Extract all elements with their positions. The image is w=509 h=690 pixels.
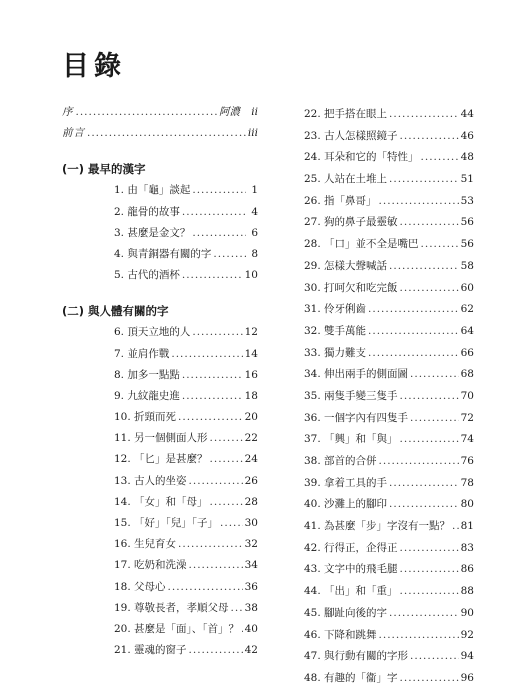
toc-entry-page: 34 bbox=[244, 559, 258, 572]
toc-entry-page: 6 bbox=[251, 226, 258, 239]
toc-entry-label: 37. 「興」和「與」 bbox=[304, 433, 398, 446]
toc-entry-label: 23. 古人怎樣照鏡子 bbox=[304, 129, 398, 142]
toc-entry[interactable] bbox=[62, 365, 258, 386]
toc-entry-label: 16. 生兒育女 bbox=[114, 538, 177, 551]
toc-entry[interactable] bbox=[304, 191, 474, 213]
toc-entry-page: 30 bbox=[244, 517, 258, 529]
toc-entry-page: 68 bbox=[460, 368, 474, 381]
toc-entry[interactable] bbox=[62, 598, 258, 619]
toc-entry-label: 45. 腳趾向後的字 bbox=[304, 606, 388, 619]
toc-entry-page: 88 bbox=[460, 585, 474, 598]
toc-entry-label: 5. 古代的酒杯 bbox=[114, 269, 180, 282]
leader-dots bbox=[210, 449, 243, 470]
toc-entry[interactable] bbox=[62, 534, 258, 555]
toc-entry-label: 48. 有趣的「衞」字 bbox=[304, 671, 398, 684]
toc-entry[interactable] bbox=[62, 449, 258, 470]
toc-entry-page: 44 bbox=[460, 108, 474, 120]
leader-dots bbox=[220, 513, 243, 534]
leader-dots bbox=[182, 365, 243, 386]
toc-entry[interactable] bbox=[62, 344, 258, 365]
leader-dots bbox=[410, 364, 459, 386]
leader-dots bbox=[171, 344, 242, 365]
toc-entry-page: 18 bbox=[244, 389, 258, 402]
section-heading-2 bbox=[62, 300, 258, 322]
toc-entry-page: 66 bbox=[460, 346, 474, 359]
toc-entry-label: 21. 靈魂的窗子 bbox=[114, 644, 187, 657]
leader-dots bbox=[192, 223, 246, 244]
toc-entry-label: 18. 父母心 bbox=[114, 580, 166, 593]
toc-entry[interactable] bbox=[304, 581, 474, 603]
toc-entry-page: 22 bbox=[244, 432, 258, 445]
toc-entry-label: 47. 與行動有關的字形 bbox=[304, 650, 409, 663]
toc-entry-page: 92 bbox=[460, 628, 474, 641]
toc-entry[interactable] bbox=[62, 577, 258, 598]
toc-entry-page: 32 bbox=[244, 538, 258, 551]
leader-dots bbox=[421, 147, 459, 169]
page-title: 目錄 bbox=[62, 51, 126, 82]
toc-entry[interactable] bbox=[62, 619, 258, 640]
toc-entry[interactable] bbox=[304, 343, 474, 365]
toc-entry-page: 90 bbox=[460, 606, 474, 619]
toc-entry[interactable] bbox=[62, 640, 258, 661]
section-2-entries bbox=[62, 322, 258, 661]
toc-entry-page: 42 bbox=[244, 644, 258, 657]
leader-dots bbox=[389, 603, 459, 625]
leader-dots bbox=[182, 386, 243, 407]
toc-entry-label: 17. 吃奶和洗澡 bbox=[114, 559, 187, 572]
toc-entry-page: 74 bbox=[460, 433, 474, 446]
leader-dots bbox=[182, 202, 246, 223]
toc-entry-label: 2. 龍骨的故事 bbox=[114, 205, 180, 218]
toc-entry-page: 81 bbox=[460, 520, 474, 533]
toc-entry[interactable] bbox=[62, 471, 258, 492]
toc-entry[interactable] bbox=[304, 516, 474, 538]
leader-dots bbox=[182, 265, 243, 286]
leader-dots bbox=[389, 256, 459, 278]
leader-dots bbox=[210, 428, 243, 449]
toc-entry-label: 46. 下降和跳舞 bbox=[304, 628, 377, 641]
toc-entry[interactable] bbox=[62, 322, 258, 343]
toc-entry-page: 1 bbox=[251, 184, 258, 197]
toc-entry-page: 28 bbox=[244, 495, 258, 508]
toc-entry-page: 26 bbox=[244, 474, 258, 487]
leader-dots bbox=[400, 212, 459, 234]
leader-dots bbox=[410, 408, 459, 430]
toc-entry-label: 26. 指「鼻哥」 bbox=[304, 194, 377, 207]
toc-entry-label: 3. 甚麼是金文？ bbox=[114, 226, 191, 239]
toc-entry[interactable] bbox=[304, 668, 474, 690]
toc-entry[interactable] bbox=[62, 428, 258, 449]
toc-entry-label: 43. 文字中的飛毛腿 bbox=[304, 563, 398, 576]
toc-entry[interactable] bbox=[304, 321, 474, 343]
leader-dots bbox=[389, 169, 459, 191]
toc-entry[interactable] bbox=[62, 407, 258, 428]
toc-entry-page: 20 bbox=[244, 411, 258, 424]
leader-dots bbox=[400, 126, 459, 148]
toc-entry-page: 10 bbox=[244, 269, 258, 282]
toc-entry[interactable] bbox=[304, 234, 474, 256]
toc-entry[interactable] bbox=[304, 104, 474, 126]
leader-dots bbox=[452, 516, 459, 538]
toc-entry-label: 30. 打呵欠和吃完飯 bbox=[304, 281, 398, 294]
toc-entry[interactable] bbox=[62, 513, 258, 534]
leader-dots bbox=[368, 299, 459, 321]
toc-entry-label: 14. 「女」和「母」 bbox=[114, 495, 208, 508]
toc-entry-page: 76 bbox=[460, 455, 474, 467]
toc-entry-page: iii bbox=[247, 127, 258, 140]
leader-dots bbox=[400, 538, 459, 560]
toc-entry-page: 60 bbox=[460, 281, 474, 294]
leader-dots bbox=[189, 471, 243, 492]
toc-entry-label: 22. 把手搭在眼上 bbox=[304, 108, 388, 120]
leader-dots bbox=[410, 646, 459, 668]
toc-entry-label: 28. 「口」並不全是嘴巴 bbox=[304, 238, 419, 251]
leader-dots bbox=[210, 492, 243, 513]
leader-dots bbox=[389, 494, 459, 516]
toc-entry-page: 14 bbox=[244, 347, 258, 360]
toc-entry-page: 58 bbox=[460, 259, 474, 272]
section-heading-1 bbox=[62, 158, 258, 180]
toc-entry-label: 35. 兩隻手變三隻手 bbox=[304, 389, 398, 402]
toc-entry-page: 8 bbox=[251, 247, 258, 260]
toc-entry-page: 96 bbox=[460, 671, 474, 684]
toc-entry-label: 6. 頂天立地的人 bbox=[114, 326, 191, 339]
toc-entry[interactable] bbox=[304, 408, 474, 430]
toc-entry-page: 40 bbox=[244, 622, 258, 635]
toc-entry-label: 42. 行得正，企得正 bbox=[304, 541, 398, 554]
toc-entry-page: 24 bbox=[244, 453, 258, 466]
toc-entry[interactable] bbox=[304, 538, 474, 560]
toc-entry-label: 8. 加多一點點 bbox=[114, 368, 180, 381]
toc-entry-label: 10. 折頸而死 bbox=[114, 411, 177, 424]
toc-entry-label: 15. 「好」「兒」「子」 bbox=[114, 517, 219, 529]
toc-entry[interactable] bbox=[62, 386, 258, 407]
toc-entry[interactable] bbox=[62, 244, 258, 265]
toc-entry-label: 36. 一個字內有四隻手 bbox=[304, 411, 409, 424]
toc-entry-label: 31. 伶牙俐齒 bbox=[304, 303, 367, 316]
toc-entry[interactable] bbox=[304, 646, 474, 668]
toc-entry[interactable] bbox=[62, 492, 258, 513]
toc-entry[interactable] bbox=[304, 299, 474, 321]
leader-dots bbox=[231, 598, 243, 619]
toc-entry-label: 25. 人站在土堆上 bbox=[304, 173, 388, 186]
leader-dots bbox=[400, 386, 459, 408]
leader-dots bbox=[213, 244, 246, 265]
toc-entry-page: 94 bbox=[460, 650, 474, 663]
toc-entry-label: 9. 九紋龍史進 bbox=[114, 389, 180, 402]
toc-entry[interactable] bbox=[304, 126, 474, 148]
toc-entry-page: 51 bbox=[460, 173, 474, 186]
toc-entry-page: 70 bbox=[460, 389, 474, 402]
toc-right-column bbox=[304, 104, 474, 690]
toc-entry[interactable] bbox=[62, 202, 258, 223]
toc-entry-page: 38 bbox=[244, 601, 258, 614]
toc-entry[interactable] bbox=[304, 386, 474, 408]
toc-entry[interactable] bbox=[62, 223, 258, 244]
leader-dots bbox=[189, 555, 243, 576]
toc-entry-page: 46 bbox=[460, 129, 474, 142]
toc-entry-label: 19. 尊敬長者，孝順父母 bbox=[114, 601, 229, 614]
toc-entry[interactable] bbox=[304, 429, 474, 451]
toc-entry-page: 78 bbox=[460, 476, 474, 489]
leader-dots bbox=[389, 473, 459, 495]
leader-dots bbox=[76, 102, 218, 123]
toc-entry-author: 阿濃 bbox=[219, 106, 240, 118]
toc-entry[interactable] bbox=[304, 559, 474, 581]
toc-entry-label: 序 bbox=[62, 106, 74, 118]
toc-entry-label: 33. 獨力難支 bbox=[304, 346, 367, 359]
toc-entry[interactable] bbox=[304, 278, 474, 300]
toc-entry-page: 56 bbox=[460, 216, 474, 229]
toc-entry[interactable] bbox=[304, 147, 474, 169]
toc-entry[interactable] bbox=[304, 364, 474, 386]
toc-entry-label: 27. 狗的鼻子最靈敏 bbox=[304, 216, 398, 229]
leader-dots bbox=[379, 191, 459, 213]
toc-entry-label: 34. 伸出兩手的側面圖 bbox=[304, 368, 409, 381]
toc-entry-label: 前言 bbox=[62, 127, 85, 140]
toc-entry[interactable] bbox=[304, 625, 474, 647]
toc-entry-page: 56 bbox=[460, 238, 474, 251]
toc-entry-page: 86 bbox=[460, 563, 474, 576]
toc-entry[interactable] bbox=[304, 212, 474, 234]
toc-entry-page: 64 bbox=[460, 324, 474, 337]
toc-entry-page: 53 bbox=[460, 194, 474, 207]
leader-dots bbox=[379, 625, 459, 647]
section-number: (二) bbox=[62, 304, 85, 319]
leader-dots bbox=[389, 104, 459, 126]
leader-dots bbox=[87, 123, 246, 144]
toc-entry-label: 24. 耳朵和它的「特性」 bbox=[304, 151, 419, 164]
toc-entry-label: 7. 並肩作戰 bbox=[114, 347, 170, 360]
toc-entry[interactable] bbox=[304, 494, 474, 516]
toc-entry[interactable] bbox=[304, 473, 474, 495]
toc-entry-label: 12. 「匕」是甚麼？ bbox=[114, 453, 208, 466]
leader-dots bbox=[178, 534, 243, 555]
leader-dots bbox=[400, 581, 459, 603]
toc-entry-page: 72 bbox=[460, 411, 474, 424]
toc-entry-preface[interactable] bbox=[62, 102, 258, 123]
leader-dots bbox=[192, 322, 242, 343]
toc-entry-label: 4. 與青銅器有關的字 bbox=[114, 247, 212, 260]
leader-dots bbox=[368, 343, 459, 365]
leader-dots bbox=[368, 321, 459, 343]
toc-entry-label: 44. 「出」和「重」 bbox=[304, 585, 398, 598]
toc-entry-label: 11. 另一個側面人形 bbox=[114, 432, 208, 445]
toc-entry-page: 48 bbox=[460, 151, 474, 164]
toc-entry-page: 36 bbox=[244, 580, 258, 593]
toc-entry-label: 1. 由「龜」談起 bbox=[114, 184, 191, 197]
toc-entry-label: 40. 沙灘上的腳印 bbox=[304, 498, 388, 511]
toc-entry[interactable] bbox=[62, 180, 258, 201]
toc-entry-label: 32. 雙手萬能 bbox=[304, 324, 367, 337]
toc-entry-page: 62 bbox=[460, 303, 474, 316]
toc-entry-foreword[interactable] bbox=[62, 123, 258, 144]
leader-dots bbox=[178, 407, 243, 428]
toc-entry-label: 41. 為甚麼「步」字沒有一點？ bbox=[304, 520, 451, 533]
leader-dots bbox=[241, 619, 243, 640]
toc-entry-label: 39. 拿着工具的手 bbox=[304, 476, 388, 489]
toc-entry[interactable] bbox=[62, 265, 258, 286]
toc-left-column bbox=[62, 102, 258, 661]
toc-entry-page: 12 bbox=[244, 326, 258, 339]
section-title: 與人體有關的字 bbox=[88, 304, 169, 319]
leader-dots bbox=[400, 559, 459, 581]
section-number: (一) bbox=[62, 162, 85, 177]
toc-entry[interactable] bbox=[304, 451, 474, 473]
leader-dots bbox=[400, 429, 459, 451]
leader-dots bbox=[168, 577, 243, 598]
toc-entry[interactable] bbox=[304, 169, 474, 191]
toc-entry-page: 4 bbox=[251, 205, 258, 218]
toc-entry[interactable] bbox=[304, 603, 474, 625]
leader-dots bbox=[379, 451, 459, 473]
leader-dots bbox=[192, 180, 246, 201]
toc-entry-label: 13. 古人的坐姿 bbox=[114, 474, 187, 487]
toc-entry-page: 80 bbox=[460, 498, 474, 511]
toc-entry-label: 38. 部首的合併 bbox=[304, 455, 377, 467]
toc-entry-page: ii bbox=[251, 106, 258, 118]
toc-entry-label: 20. 甚麼是「面」、「首」？ bbox=[114, 622, 240, 635]
toc-entry-page: 16 bbox=[244, 368, 258, 381]
leader-dots bbox=[400, 668, 459, 690]
section-title: 最早的漢字 bbox=[88, 162, 146, 177]
toc-entry-page: 83 bbox=[460, 541, 474, 554]
leader-dots bbox=[189, 640, 243, 661]
section-1-entries bbox=[62, 180, 258, 286]
leader-dots bbox=[400, 278, 459, 300]
toc-entry[interactable] bbox=[304, 256, 474, 278]
toc-entry[interactable] bbox=[62, 555, 258, 576]
toc-entry-label: 29. 怎樣大聲喊話 bbox=[304, 259, 388, 272]
leader-dots bbox=[421, 234, 459, 256]
